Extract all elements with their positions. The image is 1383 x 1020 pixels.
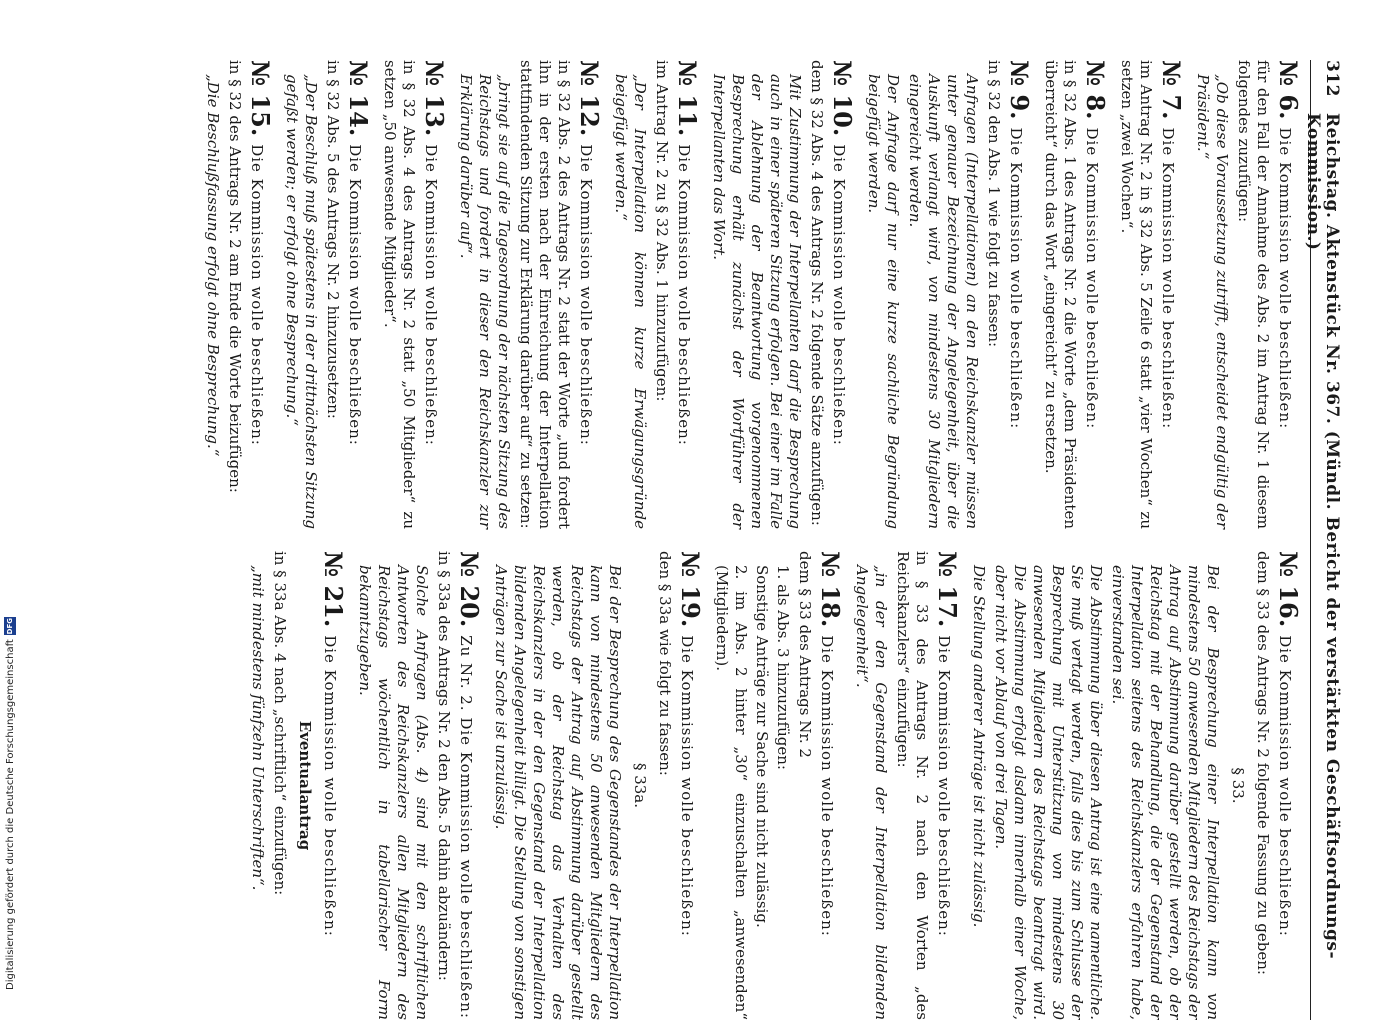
motion-lead: Die Kommission wolle beschließen: — [321, 635, 339, 937]
quoted-text: Der Anfrage darf nur eine kurze sachliche Begründung beigefügt werden. — [865, 74, 902, 529]
motion-number: № 7. — [1157, 60, 1186, 120]
motion-text: in § 32 Abs. 2 des Antrags Nr. 2 statt der Worte „und fordert ihn in der ersten nach der Einreichung der Interpellation stattfindenden Sitzung zur Erklärung darüber auf“ zu setzen: — [517, 60, 573, 529]
quoted-text: Bei der Besprechung des Gegenstandes der Interpellation kann von mindestens 50 anwesenden Mitgliedern des Reichstags der Antrag auf Abstimmung darüber gestellt werden, ob der Reichstag das Verhalten des Reichskanzlers in der den Gegenstand der Interpellation bildenden Angelegenheit billigt. Die Stellung von sonstigen Anträgen zur Sache ist unzulässig. — [492, 565, 624, 1020]
motion-text: in § 33a des Antrags Nr. 2 den Abs. 5 dahin abzuändern: — [435, 551, 453, 981]
motion-lead: Die Kommission wolle beschließen: — [577, 144, 595, 446]
motion-number: № 21. — [319, 551, 348, 628]
motion-entry — [712, 551, 845, 1020]
motion-entry — [1193, 60, 1303, 529]
section-heading: § 33a. — [631, 762, 649, 809]
motion-number: № 15. — [246, 60, 275, 137]
quoted-text: „Ob diese Voraussetzung zutrifft, entscheidet endgültig der Präsident.“ — [1194, 74, 1231, 529]
quoted-text: „in der den Gegenstand der Interpellation bildenden Angelegenheit“. — [853, 565, 890, 1020]
quoted-text: „Der Interpellation können kurze Erwägungsgründe beigefügt werden.“ — [612, 74, 649, 529]
motion-text: in § 33a Abs. 4 nach „schriftlich“ einzufügen: — [271, 551, 289, 896]
section-heading: § 33. — [1229, 767, 1247, 804]
motion-number: № 18. — [816, 551, 845, 628]
page-header — [1303, 60, 1342, 1020]
columns — [191, 60, 1303, 1020]
dfg-logo: DFG — [6, 617, 14, 635]
motion-lead: Die Kommission wolle beschließen: — [1007, 127, 1025, 430]
motion-text: dem § 32 Abs. 4 des Antrags Nr. 2 folgende Sätze anzufügen: — [808, 60, 826, 526]
motion-number: № 9. — [1005, 60, 1034, 120]
quoted-text: Die Stellung anderer Anträge ist nicht zulässig. — [970, 565, 988, 928]
motion-entry — [248, 551, 348, 1020]
motion-lead: Die Kommission wolle beschließen: — [422, 144, 440, 446]
motion-text: für den Fall der Annahme des Abs. 2 im Antrag Nr. 1 diesem folgendes zuzufügen: — [1235, 60, 1272, 529]
motion-number: № 10. — [828, 60, 857, 137]
motion-item: 1. als Abs. 3 hinzuzufügen: — [774, 565, 792, 770]
motion-entry — [969, 551, 1303, 1020]
motion-lead: Die Kommission wolle beschließen: — [675, 144, 693, 446]
motion-lead: Die Kommission wolle beschließen: — [1083, 127, 1101, 430]
motion-number: № 12. — [575, 60, 604, 137]
motion-entry — [491, 551, 705, 1020]
quoted-text: Mit Zustimmung der Interpellanten darf die Besprechung auch in einer späteren Sitzung erfolgen. Bei einer im Falle der Ablehnung der Beantwortung vorgenommenen Besprechung erhält zunächst der Wortführer der Interpellanten das Wort. — [710, 74, 804, 529]
digitization-credit — [4, 617, 16, 990]
motion-entry — [380, 60, 449, 529]
motion-number: № 20. — [455, 551, 484, 628]
motion-number: № 19. — [676, 551, 705, 628]
motion-number: № 13. — [420, 60, 449, 137]
motion-lead: Die Kommission wolle beschließen: — [1159, 127, 1177, 430]
motion-lead: Die Kommission wolle beschließen: — [248, 144, 266, 446]
quoted-text: Solche Anfragen (Abs. 4) sind mit den schriftlichen Antworten des Reichskanzlers allen Mitgliedern des Reichstags wöchentlich in tabellarischer Form bekanntzugeben. — [356, 565, 431, 1020]
motion-text: in § 32 Abs. 4 des Antrags Nr. 2 statt „50 Mitglieder“ zu setzen „50 anwesende Mitglieder“. — [381, 60, 418, 529]
motion-entry — [203, 60, 275, 529]
motion-text: in § 32 den Abs. 1 wie folgt zu fassen: — [985, 60, 1003, 348]
quoted-text: Anfragen (Interpellationen) an den Reichskanzler müssen unter genauer Bezeichnung der Angelegenheit, über die Auskunft verlangt wird, von mindestens 30 Mitgliedern eingereicht werden. — [906, 74, 981, 529]
motion-number: № 14. — [344, 60, 373, 137]
motion-entry — [1041, 60, 1110, 529]
eventual-heading: Eventualantrag — [296, 720, 314, 851]
motion-text: in § 33 des Antrags Nr. 2 nach den Worten „des Reichskanzlers“ einzufügen: — [894, 551, 931, 1020]
motion-lead: Die Kommission wolle beschließen: — [1276, 127, 1294, 430]
quoted-text: Die Abstimmung über diesen Antrag ist eine namentliche. Sie muß vertagt werden, falls dies bis zum Schlusse der Besprechung mit Unterstützung von mindestens 30 anwesenden Mitgliedern des Reichstags beantragt wird. Die Abstimmung erfolgt alsdann innerhalb einer Woche, aber nicht vor Ablauf von drei Tagen. — [992, 565, 1105, 1020]
motion-number: № 17. — [933, 551, 962, 628]
motion-number: № 11. — [673, 60, 702, 137]
motion-text: in § 32 des Antrags Nr. 2 am Ende die Worte beizufügen: — [226, 60, 244, 493]
document-page — [31, 60, 1341, 1020]
motion-lead: Die Kommission wolle beschließen: — [935, 635, 953, 937]
motion-entry — [355, 551, 484, 1020]
motion-entry — [1117, 60, 1186, 529]
motion-entry — [456, 60, 604, 529]
left-column — [191, 60, 1303, 529]
quoted-text: Bei der Besprechung einer Interpellation kann von mindestens 50 anwesenden Mitgliedern des Reichstags der Antrag auf Abstimmung darüber gestellt werden, ob der Reichstag mit der Behandlung, die der Gegenstand der Interpellation seitens des Reichskanzlers erfahren habe, einverstanden sei. — [1109, 565, 1222, 1020]
motion-number: № 6. — [1274, 60, 1303, 120]
quoted-text: „mit mindestens fünfzehn Unterschriften“. — [249, 565, 267, 891]
motion-lead: Die Kommission wolle beschließen: — [818, 635, 836, 937]
motion-text: in § 32 Abs. 1 des Antrags Nr. 2 die Worte „dem Präsidenten überreicht“ durch das Wort „eingereicht“ zu ersetzen. — [1042, 60, 1079, 529]
quoted-text: „Die Beschlußfassung erfolgt ohne Besprechung.“ — [204, 74, 222, 457]
page-title: Reichstag. Aktenstück Nr. 367. (Mündl. Bericht der verstärkten Geschäftsordnungs-Kommission.) — [1303, 113, 1342, 960]
motion-entry — [864, 60, 1034, 529]
motion-text: den § 33a wie folgt zu fassen: — [656, 551, 674, 776]
motion-lead: Die Kommission wolle beschließen: — [1276, 635, 1294, 937]
credit-text: Digitalisierung gefördert durch die Deutsche Forschungsgemeinschaft — [4, 639, 16, 990]
motion-entry — [852, 551, 962, 1020]
motion-text: im Antrag Nr. 2 in § 32 Abs. 5 Zeile 6 statt „vier Wochen“ zu setzen „zwei Wochen“. — [1118, 60, 1155, 529]
motion-lead: Die Kommission wolle beschließen: — [830, 144, 848, 446]
motion-number: № 16. — [1274, 551, 1303, 628]
motion-lead: Die Kommission wolle beschließen: — [678, 635, 696, 937]
motion-item: 2. im Abs. 2 hinter „30“ einzuschalten „anwesenden“ (Mitgliedern). — [713, 565, 750, 1020]
motion-item: Sonstige Anträge zur Sache sind nicht zulässig. — [753, 565, 771, 928]
motion-text: dem § 33 des Antrags Nr. 2 — [796, 551, 814, 758]
page-number: 312 — [1322, 60, 1342, 97]
quoted-text: „bringt sie auf die Tagesordnung der nächsten Sitzung des Reichstags und fordert in dieser den Reichskanzler zur Erklärung darüber auf“. — [457, 74, 513, 529]
quoted-text: „Der Beschluß muß spätestens in der drittnächsten Sitzung gefaßt werden; er erfolgt ohne Besprechung.“ — [283, 74, 320, 529]
motion-lead: Die Kommission wolle beschließen: — [346, 144, 364, 446]
right-column — [191, 551, 1303, 1020]
motion-entry — [709, 60, 857, 529]
motion-text: dem § 33 des Antrags Nr. 2 folgende Fassung zu geben: — [1254, 551, 1272, 975]
motion-items — [712, 565, 792, 1020]
motion-entry — [282, 60, 373, 529]
motion-entry — [611, 60, 702, 529]
motion-text: in § 32 Abs. 5 des Antrags Nr. 2 hinzuzusetzen: — [324, 60, 342, 419]
motion-number: № 8. — [1081, 60, 1110, 120]
motion-text: im Antrag Nr. 2 zu § 32 Abs. 1 hinzuzufügen: — [653, 60, 671, 402]
motion-lead: Zu Nr. 2. Die Kommission wolle beschließen: — [457, 635, 475, 1019]
